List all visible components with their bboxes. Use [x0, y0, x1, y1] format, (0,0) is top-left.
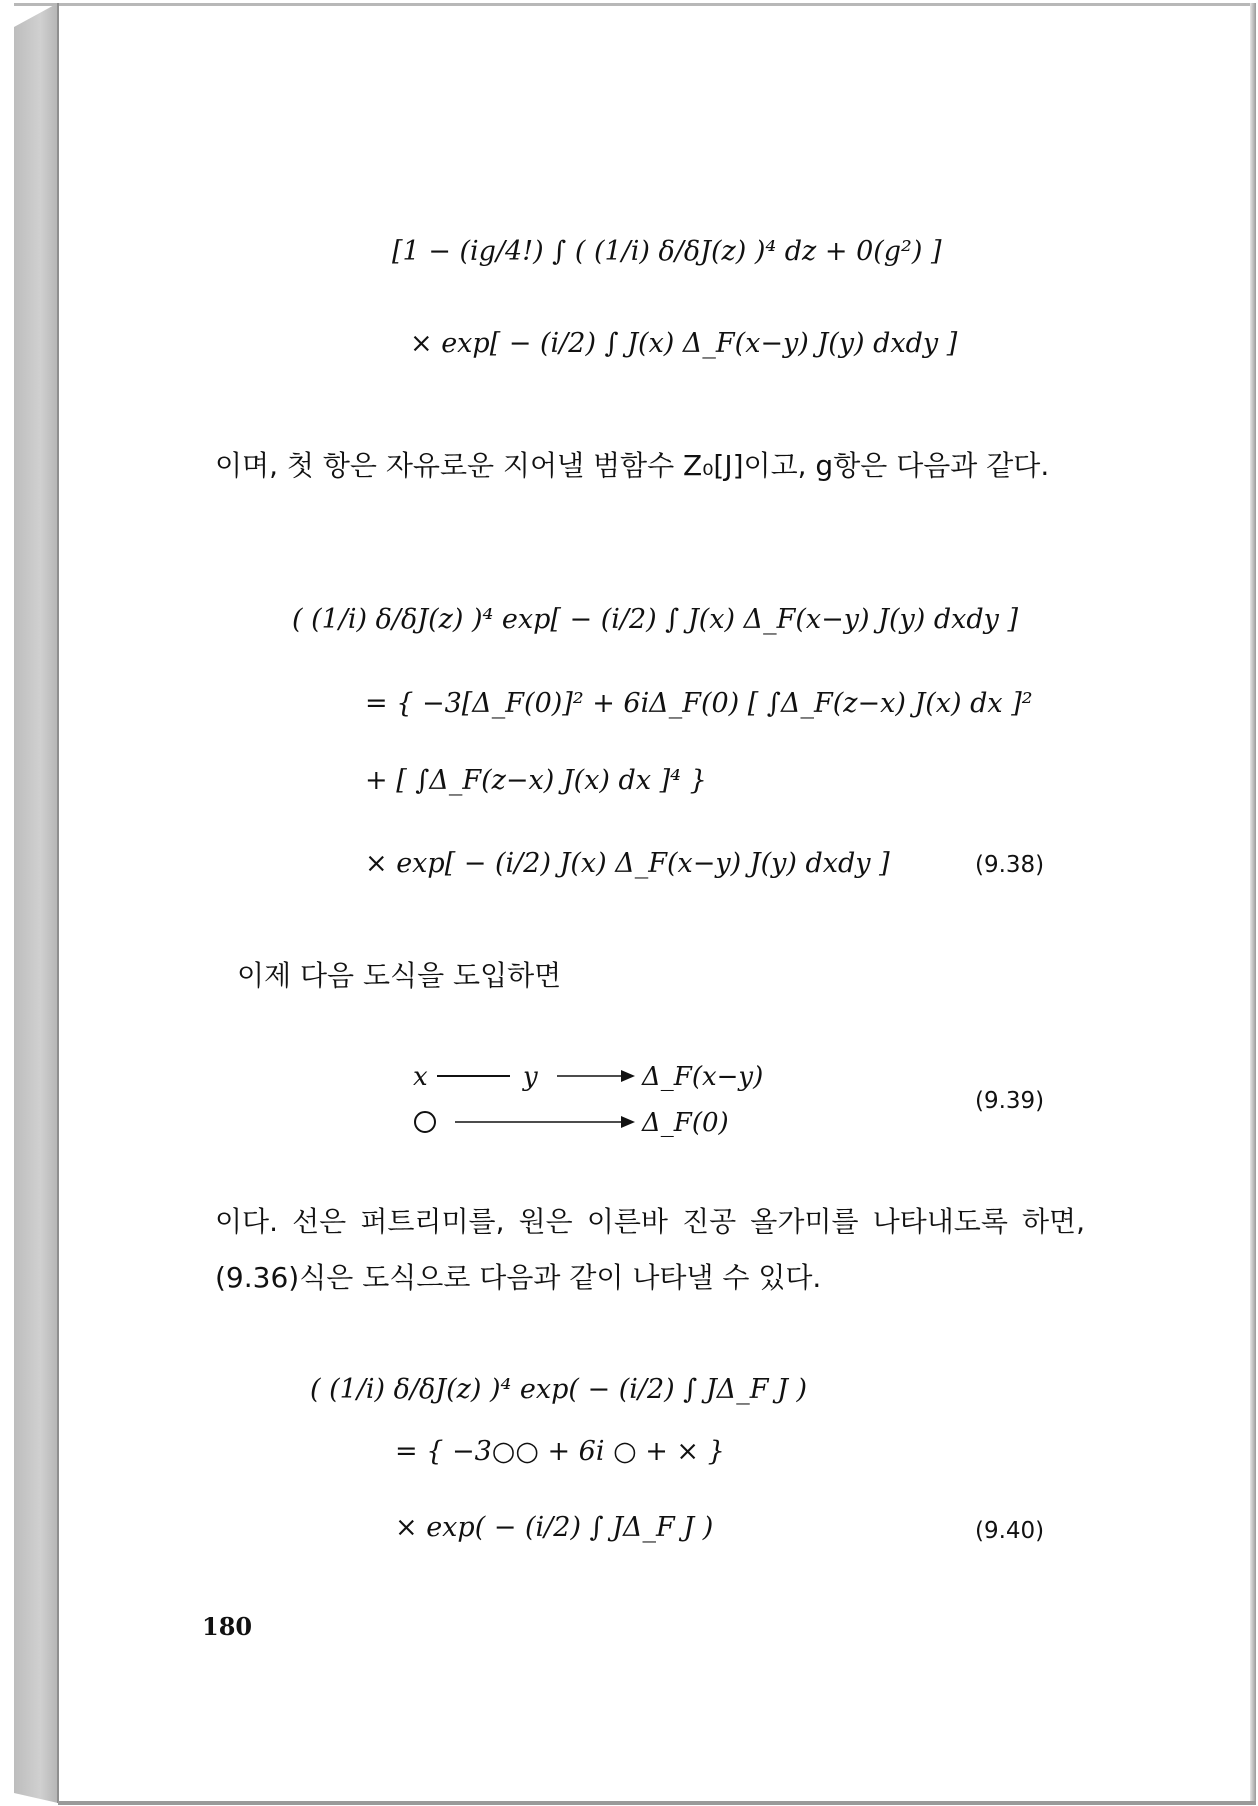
paragraph-diagram-meaning: 이다. 선은 퍼트리미를, 원은 이른바 진공 올가미를 나타내도록 하면, (9.36)식은 도식으로 다음과 같이 나타낼 수 있다. [215, 1205, 1085, 1294]
equation-b-line-1: ( (1/i) δ/δJ(z) )⁴ exp[ − (i/2) ∫ J(x) Δ_F(x−y) J(y) dxdy ] [292, 604, 1019, 635]
equation-c-line-3: × exp( − (i/2) ∫ JΔ_F J ) [395, 1512, 714, 1543]
equation-a-line-1: [1 − (ig/4!) ∫ ( (1/i) δ/δJ(z) )⁴ dz + 0(g²) ] [392, 236, 942, 267]
diagram-label-x: x [413, 1062, 428, 1092]
diagram-label-y: y [523, 1062, 538, 1092]
equation-b-line-2: = { −3[Δ_F(0)]² + 6iΔ_F(0) [ ∫Δ_F(z−x) J(x) dx ]² [365, 688, 1033, 719]
page-number: 180 [202, 1612, 253, 1641]
equation-b-line-4: × exp[ − (i/2) J(x) Δ_F(x−y) J(y) dxdy ] [365, 848, 890, 879]
equation-c-line-1: ( (1/i) δ/δJ(z) )⁴ exp( − (i/2) ∫ JΔ_F J ) [310, 1374, 808, 1405]
diagram-result-2: Δ_F(0) [642, 1108, 729, 1138]
equation-a-line-2: × exp[ − (i/2) ∫ J(x) Δ_F(x−y) J(y) dxdy ] [410, 328, 958, 359]
equation-number-938: (9.38) [975, 852, 1045, 878]
page-right-edge [1250, 3, 1256, 1803]
equation-b-line-3: + [ ∫Δ_F(z−x) J(x) dx ]⁴ } [365, 765, 707, 796]
paragraph-intro: 이며, 첫 항은 자유로운 지어낼 범함수 Z₀[J]이고, g항은 다음과 같다. [215, 449, 1050, 482]
equation-c-line-2: = { −3○○ + 6i ○ + × } [395, 1436, 725, 1467]
paragraph-diagram-intro: 이제 다음 도식을 도입하면 [237, 959, 562, 992]
book-spine [14, 3, 58, 1803]
equation-number-939: (9.39) [975, 1088, 1045, 1114]
diagram-result-1: Δ_F(x−y) [642, 1062, 764, 1092]
page-bottom-edge [58, 1801, 1256, 1805]
equation-number-940: (9.40) [975, 1518, 1045, 1544]
